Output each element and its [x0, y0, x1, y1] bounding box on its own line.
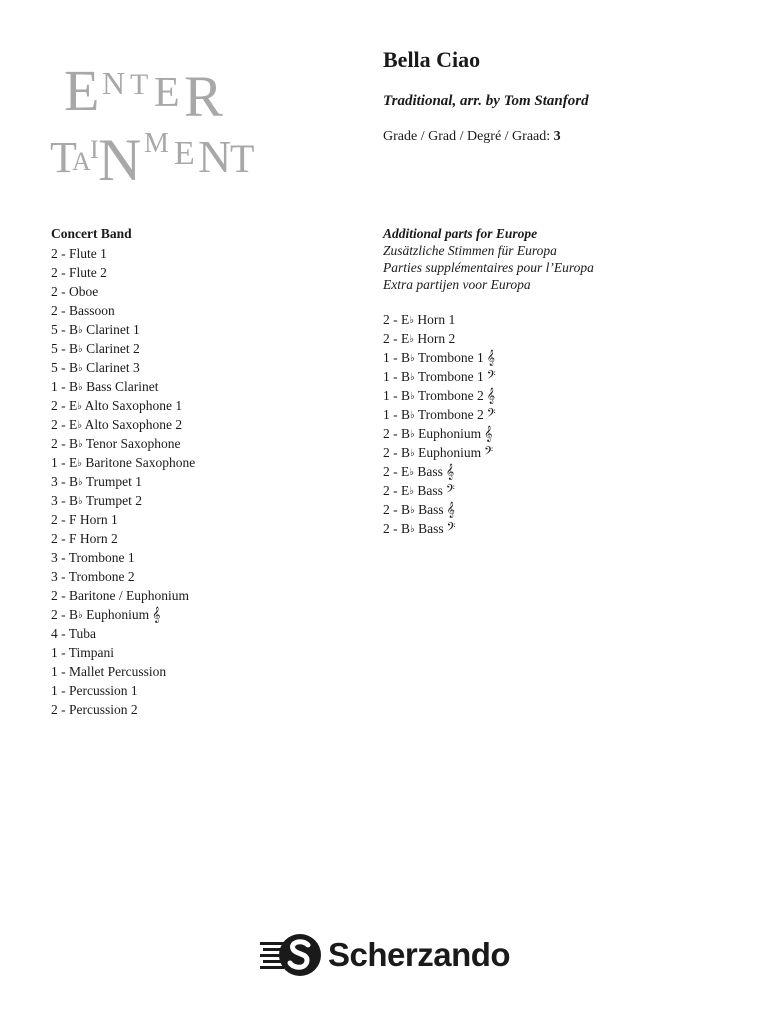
part-name: Euphonium — [86, 607, 150, 622]
part-name: Tenor Saxophone — [85, 436, 181, 451]
part-qty: 2 — [51, 398, 58, 413]
part-item: 2 - E♭ Horn 2 — [383, 331, 456, 346]
europe-heading-nl: Extra partijen voor Europa — [383, 277, 531, 292]
part-qty: 2 — [51, 607, 58, 622]
part-item: 2 - E♭ Bass 𝄞 — [383, 464, 455, 480]
part-qty: 2 — [51, 588, 58, 603]
part-key: B — [401, 388, 411, 403]
piece-title: Bella Ciao — [383, 47, 481, 72]
part-qty: 2 — [383, 483, 390, 498]
flat-icon: ♭ — [410, 372, 415, 383]
part-key: E — [69, 417, 78, 432]
concert-band-list — [51, 225, 195, 719]
part-key: B — [69, 379, 79, 394]
piece-subtitle: Traditional, arr. by Tom Stanford — [383, 93, 589, 109]
part-name: Bass Clarinet — [86, 379, 159, 394]
svg-text:T: T — [230, 136, 255, 181]
part-item: 2 - B♭ Euphonium 𝄢 — [383, 445, 494, 461]
part-name: Percussion 1 — [69, 683, 138, 698]
svg-text:N: N — [198, 131, 232, 182]
part-key: B — [69, 436, 79, 451]
part-item: 2 - B♭ Euphonium 𝄞 — [51, 607, 161, 623]
part-key: E — [401, 483, 410, 498]
part-name: Bass — [417, 483, 443, 498]
svg-text:N: N — [98, 127, 142, 188]
flat-icon: ♭ — [410, 391, 415, 402]
part-key: B — [401, 502, 411, 517]
part-name: Timpani — [68, 645, 115, 660]
part-name: Flute 1 — [69, 246, 107, 261]
part-item: 5 - B♭ Clarinet 3 — [51, 360, 140, 375]
flat-icon: ♭ — [410, 410, 415, 421]
part-qty: 2 — [51, 512, 58, 527]
part-qty: 2 — [383, 502, 390, 517]
part-name: Trombone 1 — [68, 550, 135, 565]
part-name: Trombone 2 — [417, 407, 484, 422]
flat-icon: ♭ — [409, 315, 414, 326]
part-item: 1 - B♭ Trombone 1 𝄞 — [383, 350, 496, 366]
part-qty: 5 — [51, 341, 58, 356]
part-name: Mallet Percussion — [69, 664, 167, 679]
part-qty: 2 — [51, 531, 58, 546]
part-key: B — [401, 521, 411, 536]
flat-icon: ♭ — [409, 467, 414, 478]
part-qty: 1 — [383, 350, 390, 365]
part-qty: 1 — [51, 645, 58, 660]
part-name: Euphonium — [418, 445, 482, 460]
part-key: B — [69, 493, 79, 508]
svg-text:M: M — [144, 128, 169, 159]
part-key: E — [69, 455, 78, 470]
part-qty: 3 — [51, 493, 58, 508]
flat-icon: ♭ — [78, 477, 83, 488]
grade-value: 3 — [553, 129, 561, 144]
part-qty: 2 — [51, 284, 58, 299]
part-qty: 2 — [383, 445, 390, 460]
flat-icon: ♭ — [77, 401, 82, 412]
svg-text:R: R — [184, 64, 223, 129]
part-name: Bass — [418, 521, 444, 536]
part-name: Alto Saxophone 2 — [84, 417, 183, 432]
part-key: B — [69, 360, 79, 375]
treble-clef-icon: 𝄞 — [486, 350, 496, 366]
bass-clef-icon: 𝄢 — [446, 521, 456, 537]
part-item: 2 - B♭ Tenor Saxophone — [51, 436, 181, 451]
part-item: 1 - Mallet Percussion — [51, 664, 167, 679]
part-qty: 1 — [51, 683, 58, 698]
part-key: B — [401, 369, 411, 384]
treble-clef-icon: 𝄞 — [484, 426, 493, 442]
part-item: 5 - B♭ Clarinet 1 — [51, 322, 140, 337]
flat-icon: ♭ — [78, 363, 83, 374]
scherzando-logo-icon — [260, 933, 322, 977]
concert-band-heading: Concert Band — [51, 226, 132, 241]
flat-icon: ♭ — [78, 610, 83, 621]
bass-clef-icon: 𝄢 — [486, 369, 496, 385]
svg-text:E: E — [64, 58, 100, 123]
publisher-name: Scherzando — [328, 936, 511, 973]
part-item: 2 - Baritone / Euphonium — [51, 588, 189, 603]
part-qty: 5 — [51, 322, 58, 337]
part-qty: 5 — [51, 360, 58, 375]
part-name: Bass — [417, 464, 443, 479]
flat-icon: ♭ — [410, 524, 415, 535]
part-item: 2 - B♭ Bass 𝄢 — [383, 521, 456, 537]
part-key: E — [401, 331, 410, 346]
part-name: Trombone 2 — [417, 388, 484, 403]
concert-band-parts — [51, 244, 195, 719]
europe-heading-de: Zusätzliche Stimmen für Europa — [383, 243, 557, 258]
part-name: Trombone 1 — [417, 369, 484, 384]
part-item: 1 - Percussion 1 — [51, 683, 138, 698]
part-item: 2 - E♭ Alto Saxophone 1 — [51, 398, 183, 413]
part-item: 1 - B♭ Bass Clarinet — [51, 379, 159, 394]
part-name: Percussion 2 — [69, 702, 138, 717]
part-name: Baritone / Euphonium — [69, 588, 189, 603]
svg-text:N: N — [102, 65, 126, 101]
flat-icon: ♭ — [410, 448, 415, 459]
treble-clef-icon: 𝄞 — [152, 607, 161, 623]
part-item: 2 - F Horn 1 — [51, 512, 118, 527]
svg-text:E: E — [174, 135, 195, 172]
part-item: 1 - B♭ Trombone 2 𝄢 — [383, 407, 496, 423]
part-item: 2 - E♭ Bass 𝄢 — [383, 483, 455, 499]
part-item: 3 - B♭ Trumpet 2 — [51, 493, 143, 508]
part-qty: 1 — [383, 388, 390, 403]
part-qty: 3 — [51, 550, 58, 565]
flat-icon: ♭ — [78, 344, 83, 355]
part-name: F Horn 1 — [69, 512, 118, 527]
part-item: 3 - Trombone 2 — [51, 569, 135, 584]
part-item: 2 - Flute 1 — [51, 246, 107, 261]
part-item: 3 - B♭ Trumpet 1 — [51, 474, 143, 489]
part-key: B — [401, 407, 411, 422]
part-name: Oboe — [69, 284, 99, 299]
part-item: 1 - B♭ Trombone 1 𝄢 — [383, 369, 496, 385]
flat-icon: ♭ — [78, 439, 83, 450]
part-qty: 2 — [383, 464, 390, 479]
part-name: Bass — [418, 502, 444, 517]
part-qty: 2 — [51, 303, 58, 318]
europe-heading: Additional parts for Europe — [383, 226, 538, 241]
part-item: 3 - Trombone 1 — [51, 550, 135, 565]
part-key: B — [69, 474, 79, 489]
part-item: 1 - E♭ Baritone Saxophone — [51, 455, 196, 470]
flat-icon: ♭ — [409, 486, 414, 497]
entertainment-logo — [44, 48, 264, 188]
part-name: Trombone 2 — [68, 569, 135, 584]
part-name: Alto Saxophone 1 — [84, 398, 183, 413]
part-key: E — [69, 398, 78, 413]
flat-icon: ♭ — [78, 496, 83, 507]
part-qty: 1 — [383, 407, 390, 422]
treble-clef-icon: 𝄞 — [446, 502, 455, 518]
part-key: B — [69, 341, 79, 356]
flat-icon: ♭ — [410, 505, 415, 516]
part-key: E — [401, 464, 410, 479]
part-key: E — [401, 312, 410, 327]
part-key: B — [69, 607, 79, 622]
part-qty: 1 — [383, 369, 390, 384]
bass-clef-icon: 𝄢 — [486, 407, 496, 423]
svg-text:E: E — [154, 70, 180, 116]
part-qty: 2 — [383, 521, 390, 536]
treble-clef-icon: 𝄞 — [486, 388, 496, 404]
flat-icon: ♭ — [77, 458, 82, 469]
part-key: B — [69, 322, 79, 337]
svg-text:I: I — [90, 135, 99, 164]
europe-heading-fr: Parties supplémentaires pour l’Europa — [383, 260, 594, 275]
part-item: 2 - B♭ Euphonium 𝄞 — [383, 426, 493, 442]
part-item: 2 - Bassoon — [51, 303, 115, 318]
grade-line — [383, 129, 561, 145]
part-name: Flute 2 — [69, 265, 107, 280]
part-qty: 2 — [51, 702, 58, 717]
part-name: Horn 1 — [417, 312, 456, 327]
svg-text:A: A — [72, 147, 91, 176]
part-qty: 2 — [51, 265, 58, 280]
part-name: Trombone 1 — [417, 350, 484, 365]
part-qty: 1 — [51, 664, 58, 679]
flat-icon: ♭ — [78, 382, 83, 393]
part-item: 2 - F Horn 2 — [51, 531, 118, 546]
scherzando-brand — [260, 932, 510, 978]
part-item: 1 - B♭ Trombone 2 𝄞 — [383, 388, 496, 404]
part-item: 1 - Timpani — [51, 645, 115, 660]
part-qty: 2 — [383, 426, 390, 441]
part-item: 2 - B♭ Bass 𝄞 — [383, 502, 455, 518]
flat-icon: ♭ — [77, 420, 82, 431]
part-item: 2 - E♭ Horn 1 — [383, 312, 456, 327]
part-qty: 3 — [51, 474, 58, 489]
part-name: Bassoon — [69, 303, 115, 318]
svg-text:T: T — [130, 68, 149, 101]
europe-parts — [383, 310, 594, 538]
part-name: F Horn 2 — [69, 531, 118, 546]
part-item: 4 - Tuba — [51, 626, 97, 641]
svg-text:T: T — [50, 133, 77, 182]
part-name: Trumpet 1 — [85, 474, 143, 489]
part-name: Euphonium — [418, 426, 482, 441]
part-qty: 1 — [51, 379, 58, 394]
grade-label: Grade / Grad / Degré / Graad: — [383, 129, 551, 144]
part-qty: 1 — [51, 455, 58, 470]
part-item: 5 - B♭ Clarinet 2 — [51, 341, 140, 356]
part-name: Clarinet 2 — [86, 341, 140, 356]
part-qty: 2 — [51, 246, 58, 261]
part-qty: 3 — [51, 569, 58, 584]
part-item: 2 - Oboe — [51, 284, 99, 299]
europe-parts-list — [383, 225, 594, 538]
part-name: Tuba — [68, 626, 97, 641]
part-name: Clarinet 1 — [86, 322, 140, 337]
part-qty: 2 — [51, 436, 58, 451]
flat-icon: ♭ — [409, 334, 414, 345]
flat-icon: ♭ — [410, 429, 415, 440]
part-name: Baritone Saxophone — [85, 455, 196, 470]
part-item: 2 - Flute 2 — [51, 265, 107, 280]
part-name: Trumpet 2 — [85, 493, 143, 508]
flat-icon: ♭ — [78, 325, 83, 336]
treble-clef-icon: 𝄞 — [445, 464, 455, 480]
bass-clef-icon: 𝄢 — [484, 445, 494, 461]
part-key: B — [401, 350, 411, 365]
part-item: 2 - Percussion 2 — [51, 702, 138, 717]
part-name: Horn 2 — [417, 331, 456, 346]
part-qty: 2 — [383, 331, 390, 346]
part-key: B — [401, 445, 411, 460]
bass-clef-icon: 𝄢 — [445, 483, 455, 499]
flat-icon: ♭ — [410, 353, 415, 364]
part-qty: 2 — [51, 417, 58, 432]
part-name: Clarinet 3 — [86, 360, 140, 375]
part-qty: 2 — [383, 312, 390, 327]
part-item: 2 - E♭ Alto Saxophone 2 — [51, 417, 183, 432]
part-key: B — [401, 426, 411, 441]
part-qty: 4 — [51, 626, 58, 641]
